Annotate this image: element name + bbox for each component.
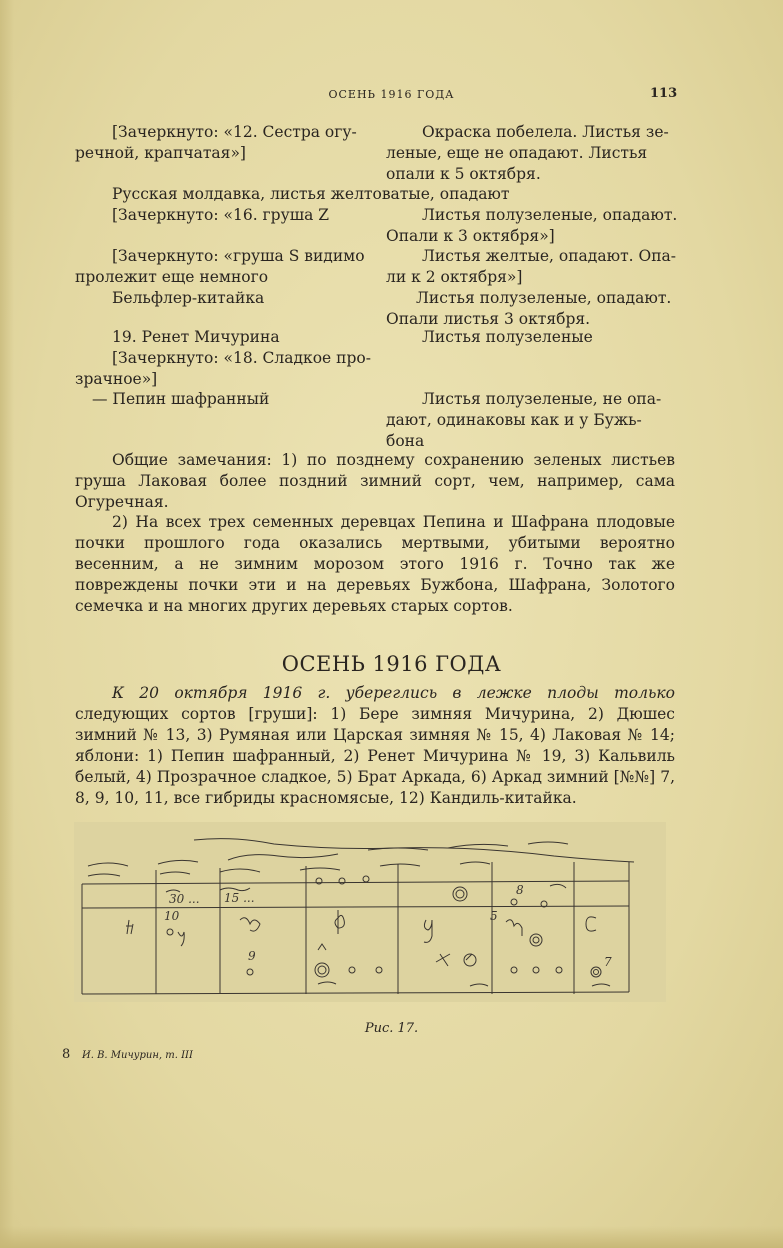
bud-mark (591, 967, 601, 977)
left-text-line: [Зачеркнуто: «груша S видимо (112, 247, 365, 265)
footnote-number: 8 (62, 1047, 71, 1062)
left-text-line: пролежит еще немного (75, 268, 269, 286)
bud-mark (363, 876, 369, 882)
left-text-line: Бельфлер-китайка (112, 289, 265, 307)
general-remarks-paragraph: Общие замечания: 1) по позднему сохранению зеленых листьев груша Лаковая более поздний зимний сорт, чем, например, сама Огуречная. (75, 451, 675, 511)
scribble (424, 920, 432, 942)
right-text-line: Листья полузеленые, опадают. (422, 206, 678, 224)
figure-mark: 10 (164, 909, 180, 923)
right-text-line: леные, еще не опадают. Листья (386, 144, 648, 162)
page-number: 113 (650, 86, 678, 101)
right-text-line: Опали к 3 октября»] (386, 227, 555, 245)
bud-mark (376, 967, 382, 973)
handwriting-stroke (318, 982, 610, 986)
right-text-line: Листья желтые, опадают. Опа- (422, 247, 677, 265)
figure-sketch (74, 822, 666, 1002)
table-rule (82, 906, 629, 908)
scribble (240, 918, 260, 931)
bud-mark (533, 967, 539, 973)
right-text-line: бона (386, 432, 425, 450)
left-text-line: 19. Ренет Мичурина (112, 328, 280, 346)
bud-mark (453, 887, 467, 901)
intro-rest: следующих сортов [груши]: 1) Бере зимняя Мичурина, 2) Дюшес зимний № 13, 3) Румяная или Царская зимняя № 15, 4) Лаковая № 14; яблони: 1) Пепин шафранный, 2) Ренет Мичурина № 19, 3) Кальвиль белый, 4) Прозрачное сладкое, 5) Брат Аркада, 6) Аркад зимний [№№] 7, 8, 9, 10, 11, все гибриды красномясые, 12) Кандиль-китайка. (75, 705, 675, 807)
scribble (506, 920, 522, 936)
bud-mark (530, 934, 542, 946)
handwriting-stroke (88, 862, 490, 876)
figure-mark: 8 (516, 883, 524, 897)
footnote-text: И. В. Мичурин, т. III (82, 1050, 193, 1061)
left-text-line: [Зачеркнуто: «16. груша Z (112, 206, 330, 224)
left-text-line: речной, крапчатая»] (75, 144, 246, 162)
bud-mark (594, 970, 599, 975)
page-edge-shadow (0, 0, 14, 1248)
handwriting-stroke (194, 839, 634, 862)
right-text-line: ли к 2 октября»] (386, 268, 523, 286)
intro-italic: К 20 октября 1916 г. убереглись в лежке плоды только (112, 684, 675, 702)
bud-mark (167, 929, 173, 935)
second-remark-paragraph: 2) На всех трех семенных деревцах Пепина и Шафрана плодовые почки прошлого года оказались мертвыми, убитыми вероятно весенним, а не зимним морозом этого 1916 г. Точно так же повреждены почки эти и на деревьях Бужбона, Шафрана, Золотого семечка и на многих других деревьях старых сортов. (75, 513, 675, 615)
page-bottom-shadow (0, 1226, 783, 1248)
left-text-line: [Зачеркнуто: «18. Сладкое про- (112, 349, 371, 367)
bud-mark (556, 967, 562, 973)
bud-mark (456, 890, 464, 898)
scribble (335, 910, 344, 934)
right-text-line: дают, одинаковы как и у Бужь- (386, 411, 642, 429)
figure-mark: 7 (604, 955, 612, 969)
right-text-line: Опали листья 3 октября. (386, 310, 591, 328)
scribble (436, 954, 472, 966)
bud-mark (511, 899, 517, 905)
bud-mark (339, 878, 345, 884)
scribble (586, 917, 596, 931)
scribble (126, 920, 133, 934)
left-text-line: зрачное»] (75, 370, 158, 388)
bud-mark (511, 967, 517, 973)
full-text-line: Русская молдавка, листья желтоватые, опадают (112, 185, 510, 203)
section-heading: ОСЕНЬ 1916 ГОДА (281, 652, 502, 676)
right-text-line: Окраска побелела. Листья зе- (422, 123, 669, 141)
left-text-line: — Пепин шафранный (92, 390, 270, 408)
section-intro-paragraph (75, 683, 675, 809)
bud-mark (318, 966, 326, 974)
figure-mark: 9 (248, 949, 256, 963)
figure-mark: 5 (490, 909, 498, 923)
right-text-line: опали к 5 октября. (386, 165, 541, 183)
bud-mark (533, 937, 539, 943)
figure-mark: 30 ... (169, 892, 200, 906)
right-text-line: Листья полузеленые, не опа- (422, 390, 662, 408)
right-text-line: Листья полузеленые, опадают. (416, 289, 672, 307)
handwritten-table-figure (74, 822, 666, 1002)
left-text-line: [Зачеркнуто: «12. Сестра огу- (112, 123, 357, 141)
figure-caption: Рис. 17. (364, 1021, 419, 1036)
handwriting-stroke (88, 842, 568, 866)
bud-mark (315, 963, 329, 977)
table-rule (82, 881, 629, 884)
table-rule (82, 992, 629, 994)
bud-mark (349, 967, 355, 973)
scribble (318, 944, 326, 950)
bud-mark (247, 969, 253, 975)
right-text-line: Листья полузеленые (422, 328, 593, 346)
scribble (178, 932, 184, 946)
running-title: ОСЕНЬ 1916 ГОДА (328, 88, 455, 101)
figure-mark: 15 ... (224, 891, 255, 905)
